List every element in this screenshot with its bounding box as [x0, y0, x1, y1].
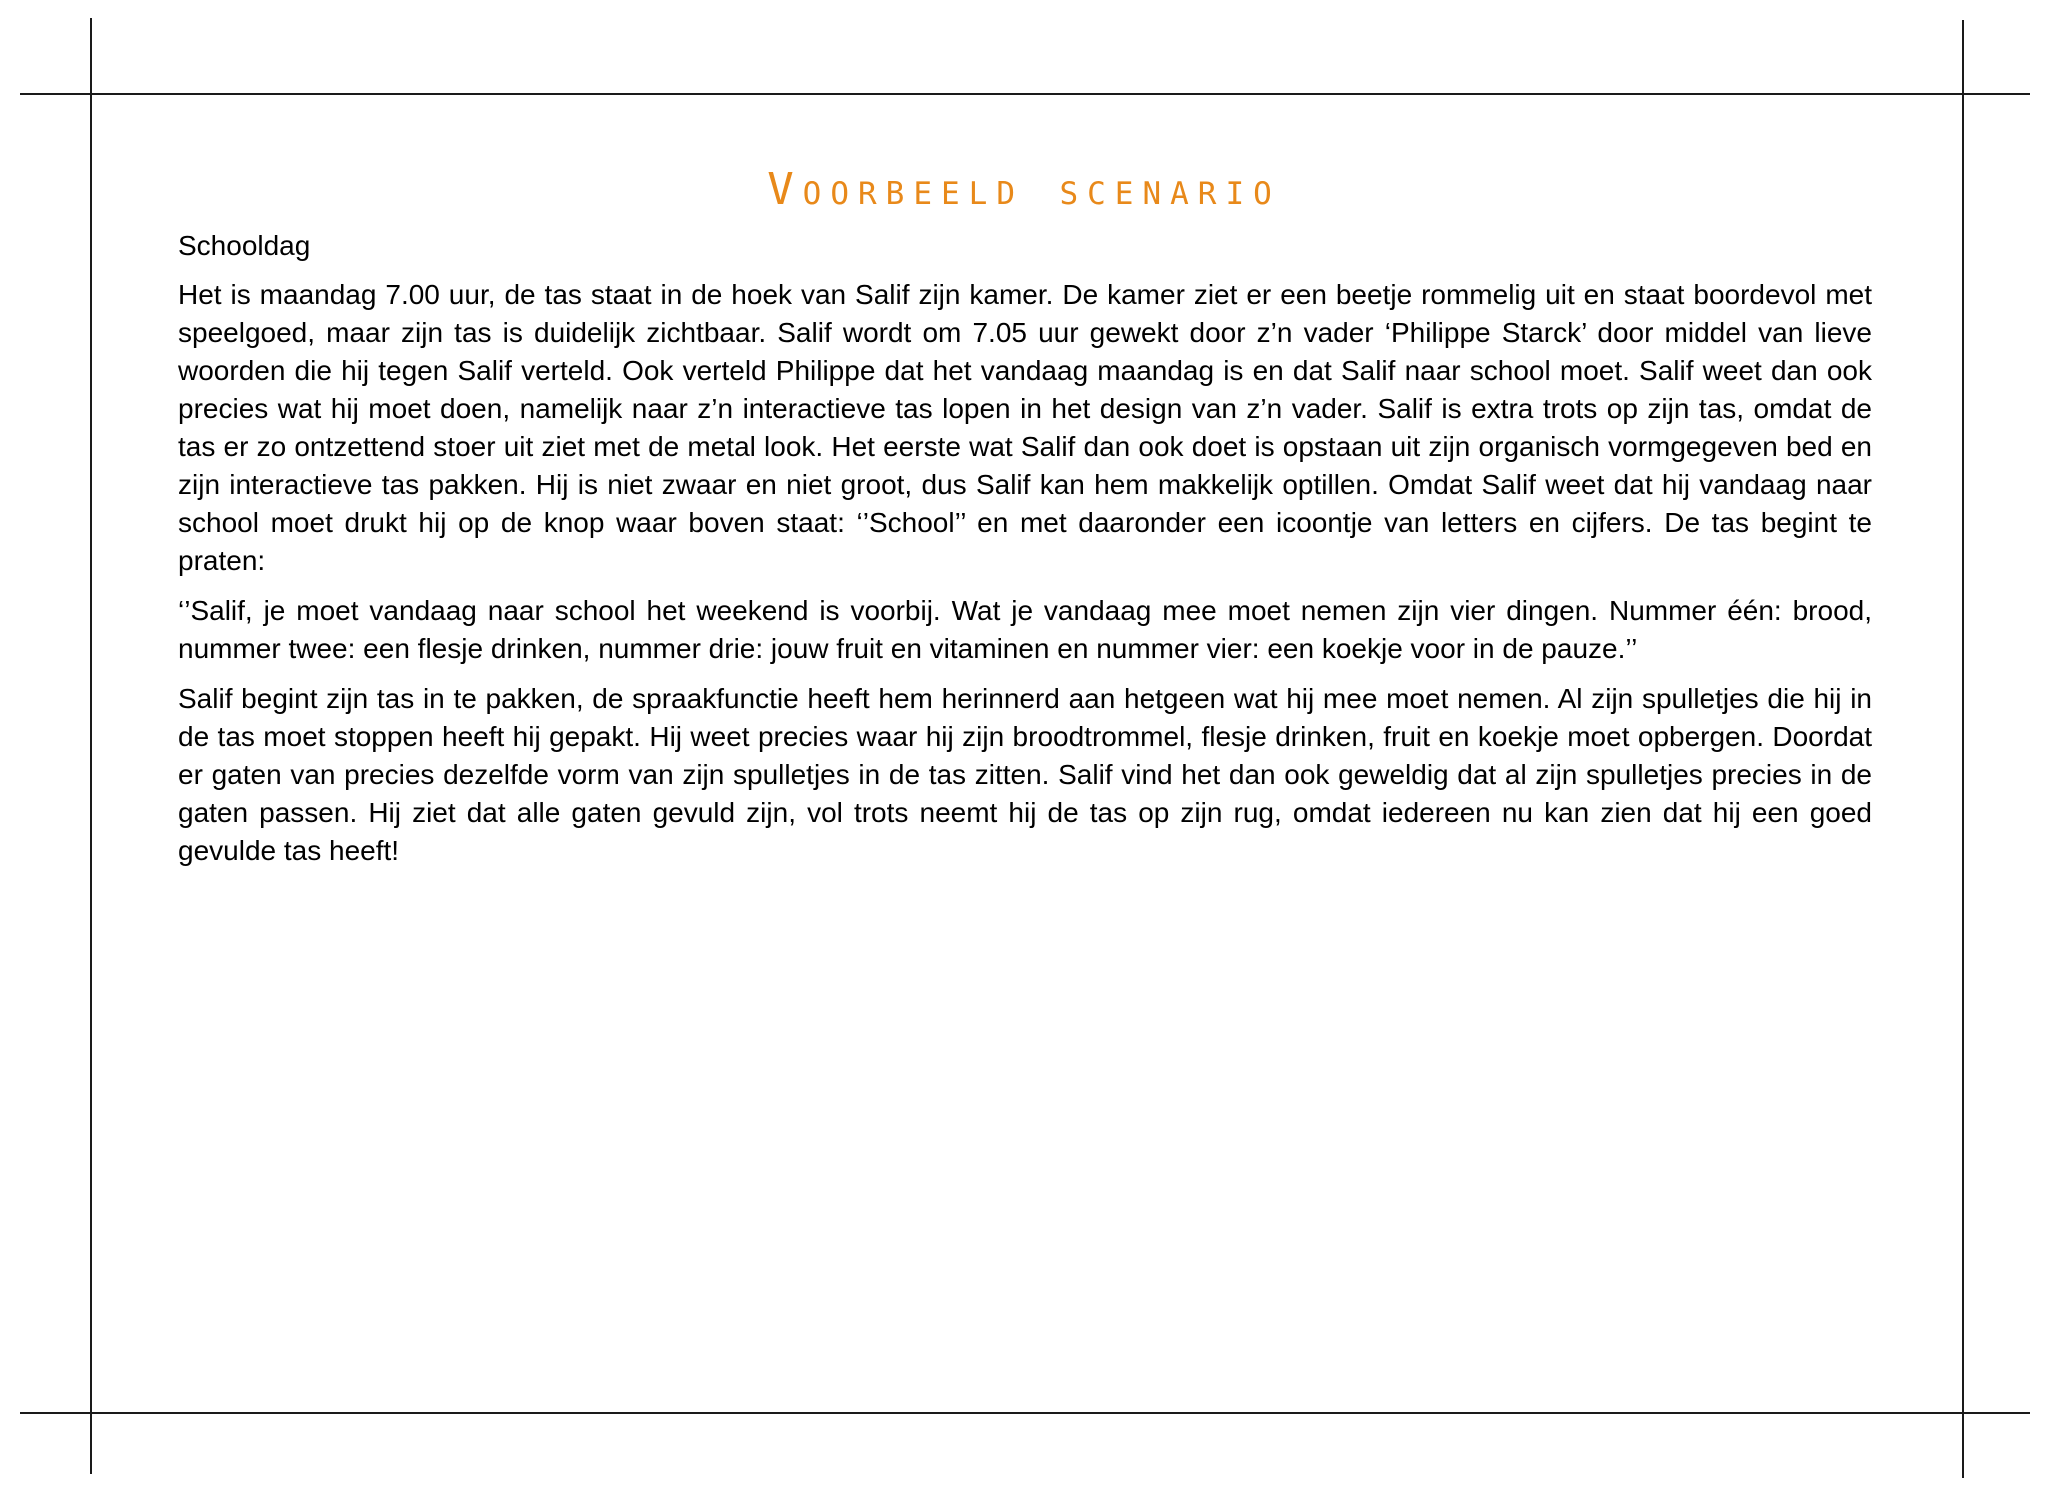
paragraph-packing: Salif begint zijn tas in te pakken, de spraakfunctie heeft hem herinnerd aan hetgeen wat hij mee moet nemen. Al zijn spulletjes die hij in de tas moet stoppen heeft hij gepakt. Hij weet precies waar hij zijn broodtrommel, flesje drinken, fruit en koekje moet opbergen. Doordat er gaten van precies dezelfde vorm van zijn spulletjes in de tas zitten. Salif vind het dan ook geweldig dat al zijn spulletjes precies in de gaten passen. Hij ziet dat alle gaten gevuld zijn, vol trots neemt hij de tas op zijn rug, omdat iedereen nu kan zien dat hij een goed gevulde tas heeft!	[178, 683, 1872, 866]
bottom-crop-line	[20, 1412, 2030, 1414]
document-body	[178, 226, 1872, 882]
paragraph-quote: ‘’Salif, je moet vandaag naar school het weekend is voorbij. Wat je vandaag mee moet nemen zijn vier dingen. Nummer één: brood, nummer twee: een flesje drinken, nummer drie: jouw fruit en vitaminen en nummer vier: een koekje voor in de pauze.’’	[178, 595, 1872, 664]
top-crop-line	[20, 93, 2030, 95]
page-title: Voorbeeld scenario	[767, 164, 1281, 215]
left-crop-line	[90, 18, 92, 1474]
section-heading: Schooldag	[178, 230, 311, 261]
paragraph-intro: Het is maandag 7.00 uur, de tas staat in de hoek van Salif zijn kamer. De kamer ziet er een beetje rommelig uit en staat boordevol met speelgoed, maar zijn tas is duidelijk zichtbaar. Salif wordt om 7.05 uur gewekt door z’n vader ‘Philippe Starck’ door middel van lieve woorden die hij tegen Salif verteld. Ook verteld Philippe dat het vandaag maandag is en dat Salif naar school moet. Salif weet dan ook precies wat hij moet doen, namelijk naar z’n interactieve tas lopen in het design van z’n vader. Salif is extra trots op zijn tas, omdat de tas er zo ontzettend stoer uit ziet met de metal look. Het eerste wat Salif dan ook doet is opstaan uit zijn organisch vormgegeven bed en zijn interactieve tas pakken. Hij is niet zwaar en niet groot, dus Salif kan hem makkelijk optillen. Omdat Salif weet dat hij vandaag naar school moet drukt hij op de knop waar boven staat: ‘’School’’ en met daaronder een icoontje van letters en cijfers. De tas begint te praten:	[178, 279, 1872, 576]
right-crop-line	[1962, 20, 1964, 1478]
